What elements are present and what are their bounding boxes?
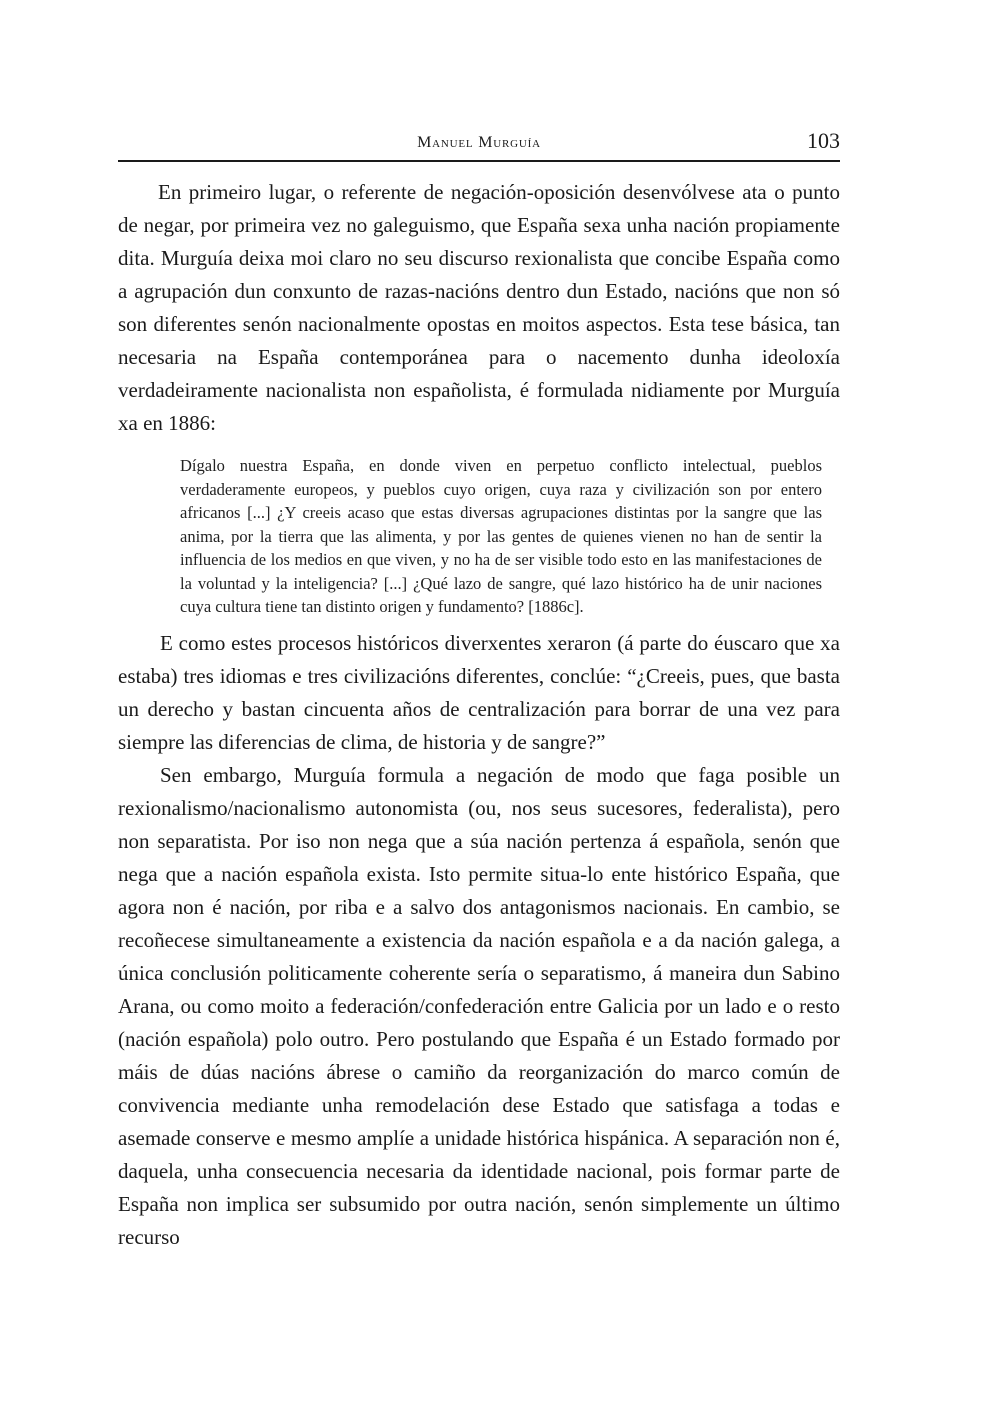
paragraph-2: E como estes procesos históricos diverxentes xeraron (á parte do éuscaro que xa estaba) tres idiomas e tres civilizacións diferentes, conclúe: “¿Creeis, pues, que basta un derecho y bastan cincuenta años de centralización para borrar de una vez para siempre las diferencias de clima, de historia y de sangre?” (118, 630, 840, 754)
page-number: 103 (807, 128, 840, 153)
body-text (118, 176, 840, 1254)
paragraph-1: En primeiro lugar, o referente de negación-oposición desenvólvese ata o punto de negar, por primeira vez no galeguismo, que España sexa unha nación propiamente dita. Murguía deixa moi claro no seu discurso rexionalista que concibe España como a agrupación dun conxunto de razas-nacións dentro dun Estado, nacións que non só son diferentes senón nacionalmente opostas en moitos aspectos. Esta tese básica, tan necesaria na España contemporánea para o nacemento dunha ideoloxía verdadeiramente nacionalista non españolista, é formulada nidiamente por Murguía xa en 1886: (118, 180, 840, 435)
paragraph-3: Sen embargo, Murguía formula a negación de modo que faga posible un rexionalismo/nacionalismo autonomista (ou, nos seus sucesores, federalista), pero non separatista. Por iso non nega que a súa nación pertenza á española, senón que nega que a nación española exista. Isto permite situa-lo ente histórico España, que agora non é nación, por riba e a salvo dos antagonismos nacionais. En cambio, se recoñecese simultaneamente a existencia da nación española e a da nación galega, a única conclusión politicamente coherente sería o separatismo, á maneira dun Sabino Arana, ou como moito a federación/confederación entre Galicia por un lado e o resto (nación española) polo outro. Pero postulando que España é un Estado formado por máis de dúas nacións ábrese o camiño da reorganización do marco común de convivencia mediante unha remodelación dese Estado que satisfaga a todas e asemade conserve e mesmo amplíe a unidade histórica hispánica. A separación non é, daquela, unha consecuencia necesaria da identidade nacional, pois formar parte de España non implica ser subsumido por outra nación, senón simplemente un último recurso (118, 762, 840, 1249)
block-quote: Dígalo nuestra España, en donde viven en perpetuo conflicto intelectual, pueblos verdaderamente europeos, y pueblos cuyo origen, cuya raza y civilización son por entero africanos [...] ¿Y creeis acaso que estas diversas agrupaciones distintas por la sangre que las anima, por la tierra que las alimenta, y por las gentes de quienes vienen no han de sentir la influencia de los medios en que viven, y no ha de ser visible todo esto en las manifestaciones de la voluntad y la inteligencia? [...] ¿Qué lazo de sangre, qué lazo histórico ha de unir naciones cuya cultura tiene tan distinto origen y fundamento? [1886c]. (180, 456, 822, 616)
running-head-author: Manuel Murguía (417, 134, 541, 151)
running-header (118, 126, 840, 162)
